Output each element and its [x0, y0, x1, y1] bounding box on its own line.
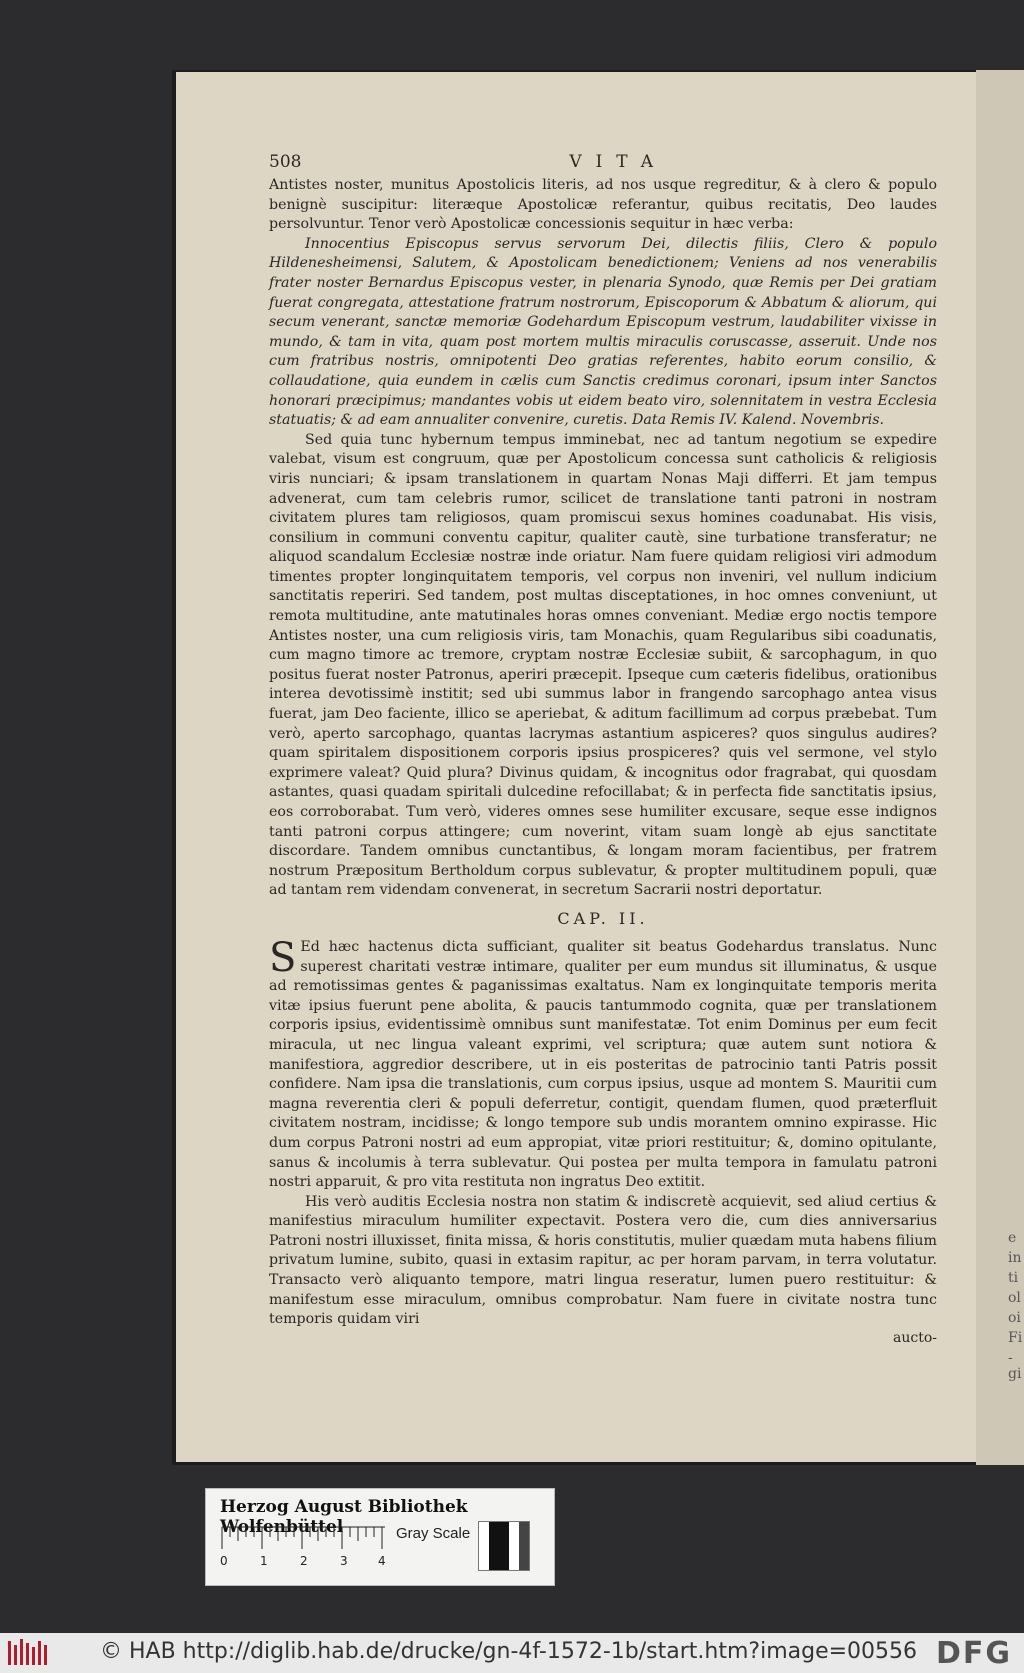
paragraph: Antistes noster, munitus Apostolicis literis, ad nos usque regreditur, & à clero & populo benignè suscipitur: literæque Apostolicæ referantur, quibus recitatis, Deo laudes persolvuntur. Tenor verò Apostolicæ concessionis sequitur in hæc verba: — [269, 177, 937, 233]
book-page — [176, 72, 976, 1462]
paragraph: Sed quia tunc hybernum tempus imminebat, nec ad tantum negotium se expedire valebat, visum est congruum, quæ per Apostolicum concessa sunt catholicis & religiosis viris nunciari; & ipsam translationem in quartam Nonas Maji differri. Et jam tempus advenerat, cum tam celebris rumor, scilicet de translatione tanti patroni in nostram civitatem plures tam religiosos, quam promiscui sexus homines coadunabat. His visis, consilium in communi conventu capitur, qualiter cautè, sine turbatione transferatur; ne aliquod scandalum Ecclesiæ nostræ inde oriatur. Nam fuere quidam religiosi viri admodum timentes propter longinquitatem temporis, vel corpus non inveniri, vel nullum indicium sanctitatis reperiri. Sed tandem, post multas disceptationes, in hoc omnes conveniunt, ut remota multitudine, ante matutinales horas omnes conveniant. Mediæ ergo noctis tempore Antistes noster, una cum religiosis viris, tam Monachis, quam Regularibus sibi coadunatis, cum magno timore ac tremore, cryptam nostræ Ecclesiæ subiit, & sarcophagum, in quo positus fuerat noster Patronus, aperiri præcepit. Ipseque cum cæteris fidelibus, orationibus interea devotissimè institit; sed ubi summus labor in frangendo sarcophago antea visus fuerat, jam Deo faciente, illico se aperiebat, & aditum facillimum ad corpus præbebat. Tum verò, aperto sarcophago, quantas lacrymas astantium aspiceres? quos singulus audires? quam spiritalem dispositionem corporis ipsius prospiceres? quis vel sermone, vel stylo exprimere valeat? Quid plura? Divinus quidam, & incognitus odor fragrabat, qui quosdam astantes, quasi quadam spiritali dulcedine refocillabat; & in perfecta fide sanctitatis ipsius, eos corroborabat. Tum verò, videres omnes sese humiliter excusare, seque esse indignos tanti patroni corpus attingere; cum noverint, vitam suam longè ab ejus sanctitate discordare. Tandem omnibus cunctantibus, & longam moram facientibus, per fratrem nostrum Præpositum Bertholdum corpus sublevatur, & propter multitudinem populi, quæ ad tantam rem videndam convenerat, in secretum Sacrarii nostri deportatur. — [269, 431, 937, 899]
paragraph: His verò auditis Ecclesia nostra non statim & indiscretè acquievit, sed aliud certius & manifestius miraculum humiliter expectavit. Postera vero die, cum dies anniversarius Patroni nostri illuxisset, finita missa, & horis constitutis, mulier quædam muta habens filium privatum lumine, subito, quasi in extasim rapitur, ac per horam parvam, in terra volutatur. Transacto verò aliquanto tempore, matri lingua reseratur, lumen puero restituitur: & manifestum esse miraculum, omnibus comprobatur. Nam fuere in civitate nostra tunc temporis quidam viri — [269, 1193, 937, 1328]
strip-letter: oi — [1008, 1310, 1021, 1326]
ruler-scale — [220, 1523, 390, 1571]
strip-letter: ol — [1008, 1290, 1021, 1306]
hab-logo-icon — [6, 1637, 48, 1669]
strip-letter: in — [1008, 1250, 1022, 1266]
ruler-number: 2 — [300, 1554, 308, 1568]
strip-letter: ti — [1008, 1270, 1019, 1286]
page-header — [269, 152, 937, 176]
strip-letter: e — [1008, 1230, 1017, 1246]
catchword: aucto- — [893, 1329, 937, 1346]
ruler-number: 4 — [378, 1554, 386, 1568]
page-number: 508 — [269, 152, 302, 172]
drop-cap: S — [269, 934, 297, 981]
page-text-block — [269, 152, 937, 1346]
strip-letter: -gi — [1008, 1350, 1022, 1382]
library-name: Herzog August Bibliothek Wolfenbüttel — [220, 1497, 468, 1537]
chapter-heading: CAP. II. — [557, 908, 649, 928]
chapter-opening-paragraph — [269, 934, 937, 1193]
footer-bar — [0, 1633, 1024, 1673]
ruler-number: 0 — [220, 1554, 228, 1568]
chapter-opening-text: Ed hæc hactenus dicta sufficiant, qualiter sit beatus Godehardus translatus. Nunc superest charitati vestræ intimare, qualiter per eum mundus sit illuminatus, & usque ad remotissimas gentes & paganissimas exaltatus. Nam ex longinquitate temporis merita vitæ ipsius fuerunt pene abolita, & paucis tantummodo cognita, quæ per translationem corporis ipsius, evidentissimè omnibus sunt manifestatæ. Tot enim Dominus per eum fecit miracula, ut nec lingua valeant exprimi, vel scriptura; quæ autem sunt notiora & manifestiora, aggredior describere, ut in eis posteritas de patrocinio tanti Patris possit confidere. Nam ipsa die translationis, cum corpus ipsius, usque ad montem S. Mauritii cum magna reverentia cleri & populi deferretur, contigit, quendam flumen, quod præterfluit civitatem nostram, incidisse; & longo tempore sub undis morantem omnino expirasse. Hic dum corpus Patroni nostri ad eum appropiat, vitæ priori restituitur; &, domino opitulante, sanus & incolumis à terra sublevatur. Qui postea per multa tempora in famulatu patroni nostri apparuit, & pro vita restituta non ingratus Deo extitit. — [269, 938, 937, 1191]
grayscale-label: Gray Scale — [396, 1525, 471, 1542]
papal-letter: Innocentius Episcopus servus servorum Dei, dilectis filiis, Clero & populo Hildenesheimensi, Salutem, & Apostolicam benedictionem; Veniens ad nos venerabilis frater noster Bernardus Episcopus vester, in plenaria Synodo, quæ Remis per Dei gratiam fuerat congregata, attestatione fratrum nostrorum, Episcoporum & Abbatum & aliorum, qui secum venerant, sanctæ memoriæ Godehardum Episcopum vestrum, laudabiliter vixisse in mundo, & tam in vita, quam post mortem multis miraculis coruscasse, asseruit. Unde nos cum fratribus nostris, omnipotenti Deo gratias referentes, habito eorum consilio, & collaudatione, quia eundem in cælis cum Sanctis credimus coronari, ipsum inter Sanctos honorari præcipimus; mandantes vobis ut eidem beato viro, solennitatem in vestra Ecclesia statuatis; & ad eam annualiter convenire, curetis. Data Remis IV. Kalend. Novembris. — [269, 235, 937, 429]
dfg-logo: DFG — [935, 1636, 1012, 1671]
running-title: VITA — [569, 152, 667, 172]
adjacent-page-edge — [976, 70, 1024, 1465]
grayscale-patch — [478, 1521, 530, 1571]
ruler-number: 1 — [260, 1554, 268, 1568]
copyright-url: © HAB http://diglib.hab.de/drucke/gn-4f-1572-1b/start.htm?image=00556 — [100, 1639, 918, 1664]
ruler-number: 3 — [340, 1554, 348, 1568]
strip-letter: Fi — [1008, 1330, 1023, 1346]
library-color-card — [205, 1488, 555, 1586]
